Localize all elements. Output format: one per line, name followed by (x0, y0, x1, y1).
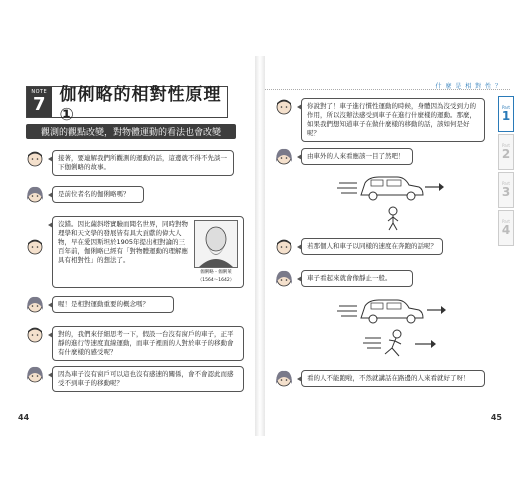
speech-bubble: 你說對了！車子進行慣性運動的時候，身體因為沒受到力的作用，所以沒辦法感受到車子在進行什麼樣的運動。那麼，如果我們想知道車子在做什麼樣的移動的話，該如何是好呢？ (301, 98, 485, 142)
subtitle-banner: 觀測的觀點改變，對物體運動的看法也會改變 (26, 124, 236, 139)
part-tab-label: Part (502, 143, 510, 148)
dialogue-row (275, 98, 485, 142)
woman-avatar-icon (26, 186, 44, 206)
woman-avatar-icon (275, 148, 293, 168)
section-title-box (26, 84, 228, 125)
moving-car-illustration (335, 171, 445, 231)
speech-bubble: 車子看起來就會像靜止一般。 (301, 270, 413, 287)
dialogue-row (26, 150, 234, 176)
woman-avatar-icon (26, 296, 44, 316)
dialogue-row (275, 370, 485, 390)
part-tab-label: Part (502, 105, 510, 110)
dialogue-row (275, 270, 413, 290)
dialogue-row (26, 216, 244, 288)
section-number: 7 (33, 94, 46, 115)
part-tab-number: 2 (501, 147, 511, 161)
speech-text: 沒錯。因比薩斜塔實驗而聞名世界，同時對物理學和天文學的發展皆有具大貢獻的偉大人物，早在愛因斯坦於1905年提出相對論的三百年前，伽俐略已經有「對物體運動的理解應具有相對性」的想法了。 (58, 220, 188, 264)
speech-bubble: 若那個人和車子以同樣的速度在奔跑的話呢？ (301, 238, 443, 255)
speech-bubble: 喔！是相對運動重要的概念嗎？ (52, 296, 174, 313)
woman-avatar-icon (26, 366, 44, 386)
book-gutter (255, 56, 265, 436)
man-avatar-icon (26, 238, 44, 258)
section-number-box (27, 87, 52, 117)
car-with-running-person-illustration (335, 294, 455, 364)
page-number-right: 45 (490, 413, 502, 422)
speech-bubble: 對的，我們來仔細思考一下，假設一台沒有窗戶的車子，正平靜的進行等速度直線運動，而車子裡面的人對於車子的移動會有什麼樣的感受呢？ (52, 326, 244, 361)
part-tab-number: 1 (501, 109, 511, 123)
dialogue-row (275, 238, 443, 258)
galileo-portrait-image (194, 220, 238, 268)
portrait-caption-name: 伽俐略・伽俐萊 (200, 270, 232, 275)
part-tab-1[interactable] (498, 96, 514, 132)
left-page (10, 56, 256, 436)
man-avatar-icon (275, 98, 293, 118)
woman-avatar-icon (275, 370, 293, 390)
galileo-portrait (194, 220, 238, 284)
portrait-caption-years: （1564～1642） (197, 278, 235, 283)
part-tab-label: Part (502, 219, 510, 224)
running-header: 什 麼 是 相 對 性 ？ (435, 83, 502, 90)
part-tab-4[interactable] (498, 210, 514, 246)
dialogue-row (26, 186, 144, 206)
right-page (265, 56, 510, 436)
speech-bubble: 因為車子沒有窗戶可以這也沒有感速的關係，會不會認此而感受不到車子的移動呢？ (52, 366, 244, 392)
speech-bubble-with-portrait (52, 216, 244, 288)
dialogue-row (275, 148, 413, 168)
book-spread (0, 56, 520, 436)
part-tab-number: 4 (501, 223, 511, 237)
dialogue-row (26, 366, 244, 392)
part-tab-label: Part (502, 181, 510, 186)
page-title: 伽俐略的相對性原理① (59, 84, 222, 125)
dialogue-row (26, 326, 244, 361)
page-number-left: 44 (18, 413, 30, 422)
speech-bubble: 是前位者名的伽俐略嗎？ (52, 186, 144, 203)
man-avatar-icon (26, 326, 44, 346)
part-tab-number: 3 (501, 185, 511, 199)
header-divider (265, 89, 510, 90)
man-avatar-icon (275, 238, 293, 258)
section-label: NOTE (31, 89, 48, 95)
dialogue-row (26, 296, 174, 316)
part-tabs (498, 96, 514, 248)
speech-bubble: 接著，要連解我們所觀測的運動的話，這邊就不得不先談一下伽俐略的故事。 (52, 150, 234, 176)
part-tab-2[interactable] (498, 134, 514, 170)
speech-bubble: 看的人不能跑啦，不然就講話在路邊的人來看就好了呀！ (301, 370, 485, 387)
speech-bubble: 由車外的人來看應該一目了然吧！ (301, 148, 413, 165)
woman-avatar-icon (275, 270, 293, 290)
man-avatar-icon (26, 150, 44, 170)
part-tab-3[interactable] (498, 172, 514, 208)
